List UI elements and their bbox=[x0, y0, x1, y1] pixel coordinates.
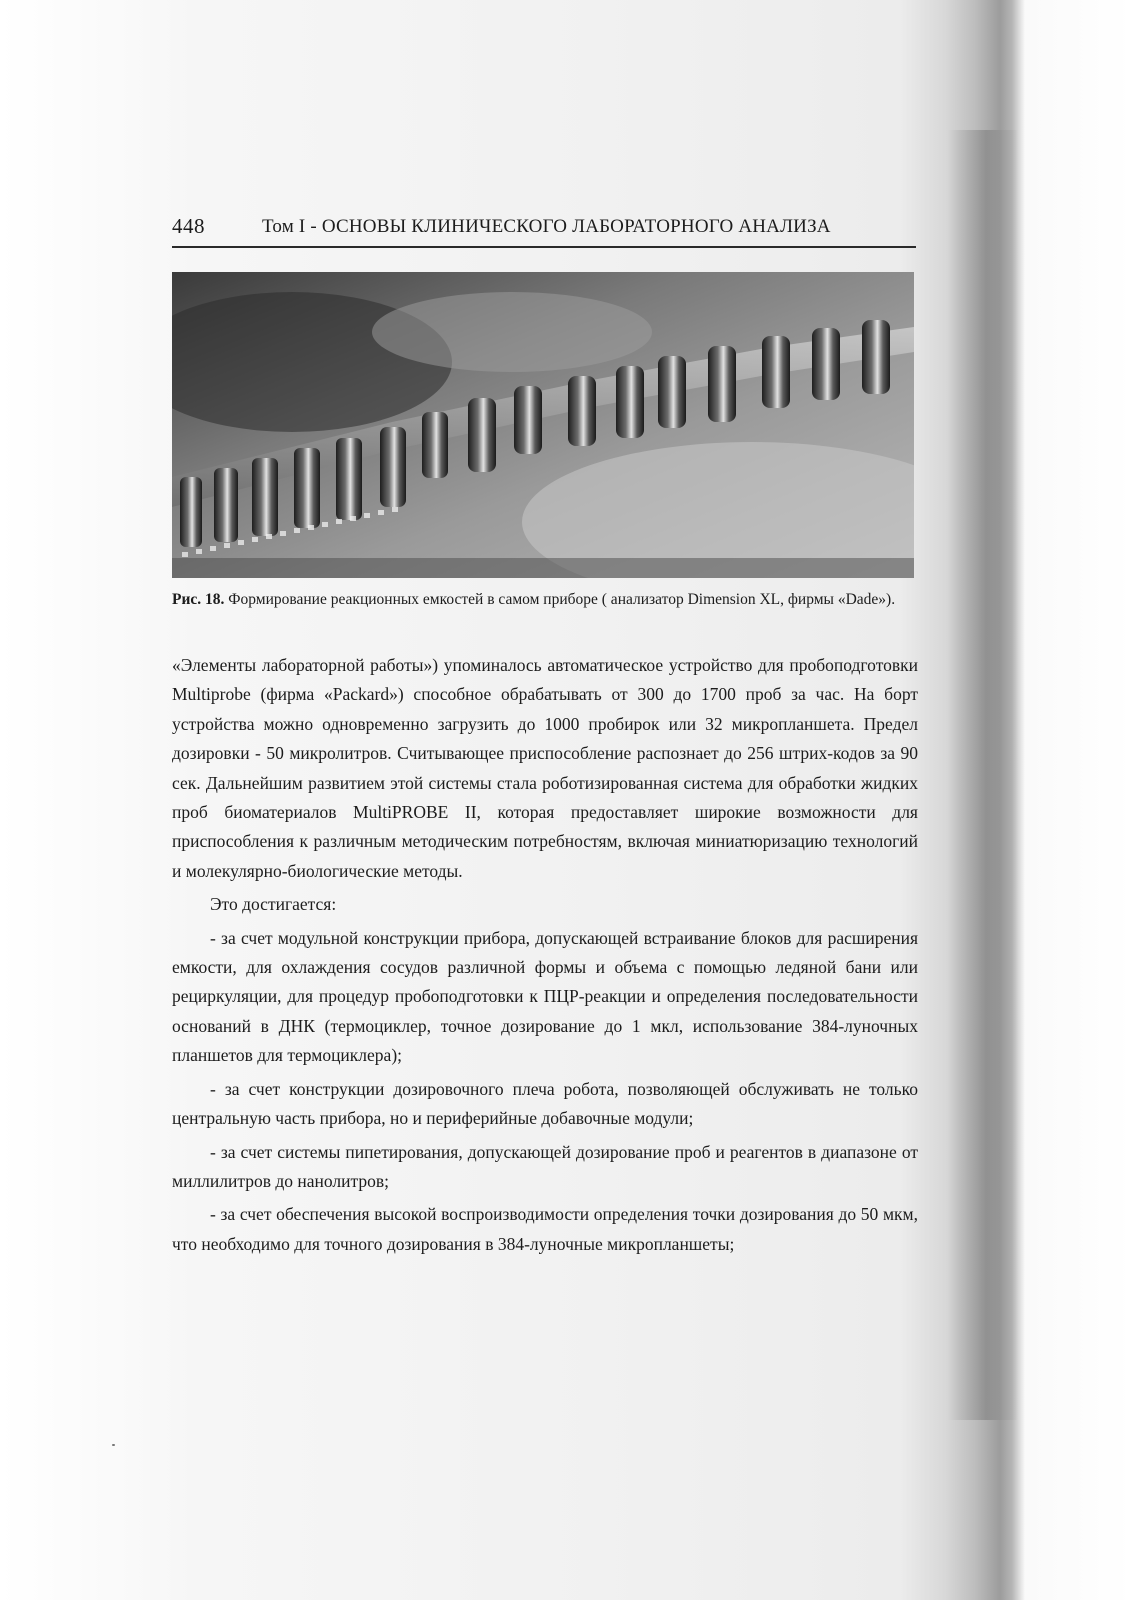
figure-caption-text: Формирование реакционных емкостей в самом приборе ( анализатор Dimension XL, фирмы «Dade»). bbox=[224, 591, 896, 608]
paragraph-1: «Элементы лабораторной работы») упоминалось автоматическое устройство для пробоподготовки Multiprobe (фирма «Packard») способное обрабатывать от 300 до 1700 проб за час. На борт устройства можно одновременно загрузить до 1000 пробирок или 32 микропланшета. Предел дозировки - 50 микролитров. Считывающее приспособление распознает до 256 штрих-кодов за 90 сек. Дальнейшим развитием этой системы стала роботизированная система для обработки жидких проб биоматериалов MultiPROBE II, которая предоставляет широкие возможности для приспособления к различным методическим потребностям, включая миниатюризацию технологий и молекулярно-биологические методы. bbox=[172, 655, 918, 881]
paragraph-3: - за счет модульной конструкции прибора, допускающей встраивание блоков для расширения емкости, для охлаждения сосудов различной формы и объема с помощью ледяной бани или рециркуляции, для процедур пробоподготовки к ПЦР-реакции и определения последовательности оснований в ДНК (термоциклер, точное дозирование до 1 мкл, использование 384-луночных планшетов для термоциклера); bbox=[172, 927, 918, 1066]
figure-label: Рис. 18. bbox=[172, 591, 225, 608]
running-header bbox=[172, 214, 916, 248]
figure-photo-reaction-cuvettes bbox=[172, 272, 914, 578]
paragraph-6: - за счет обеспечения высокой воспроизводимости определения точки дозирования до 50 мкм, что необходимо для точного дозирования в 384-луночные микропланшеты; bbox=[172, 1204, 918, 1254]
figure-caption bbox=[172, 587, 922, 613]
body-text bbox=[172, 651, 918, 1259]
paragraph-2: Это достигается: bbox=[210, 894, 337, 915]
paragraph-4: - за счет конструкции дозировочного плеча робота, позволяющей обслуживать не только центральную часть прибора, но и периферийные добавочные модули; bbox=[172, 1078, 918, 1129]
paragraph-5: - за счет системы пипетирования, допускающей дозирование проб и реагентов в диапазоне от миллилитров до нанолитров; bbox=[172, 1141, 918, 1191]
scan-speck bbox=[112, 1444, 115, 1446]
running-title: Том I - ОСНОВЫ КЛИНИЧЕСКОГО ЛАБОРАТОРНОГО АНАЛИЗА bbox=[262, 216, 831, 237]
binding-gutter-shadow bbox=[948, 130, 1018, 1420]
page-number: 448 bbox=[172, 214, 205, 238]
photo-illustration bbox=[172, 272, 914, 578]
